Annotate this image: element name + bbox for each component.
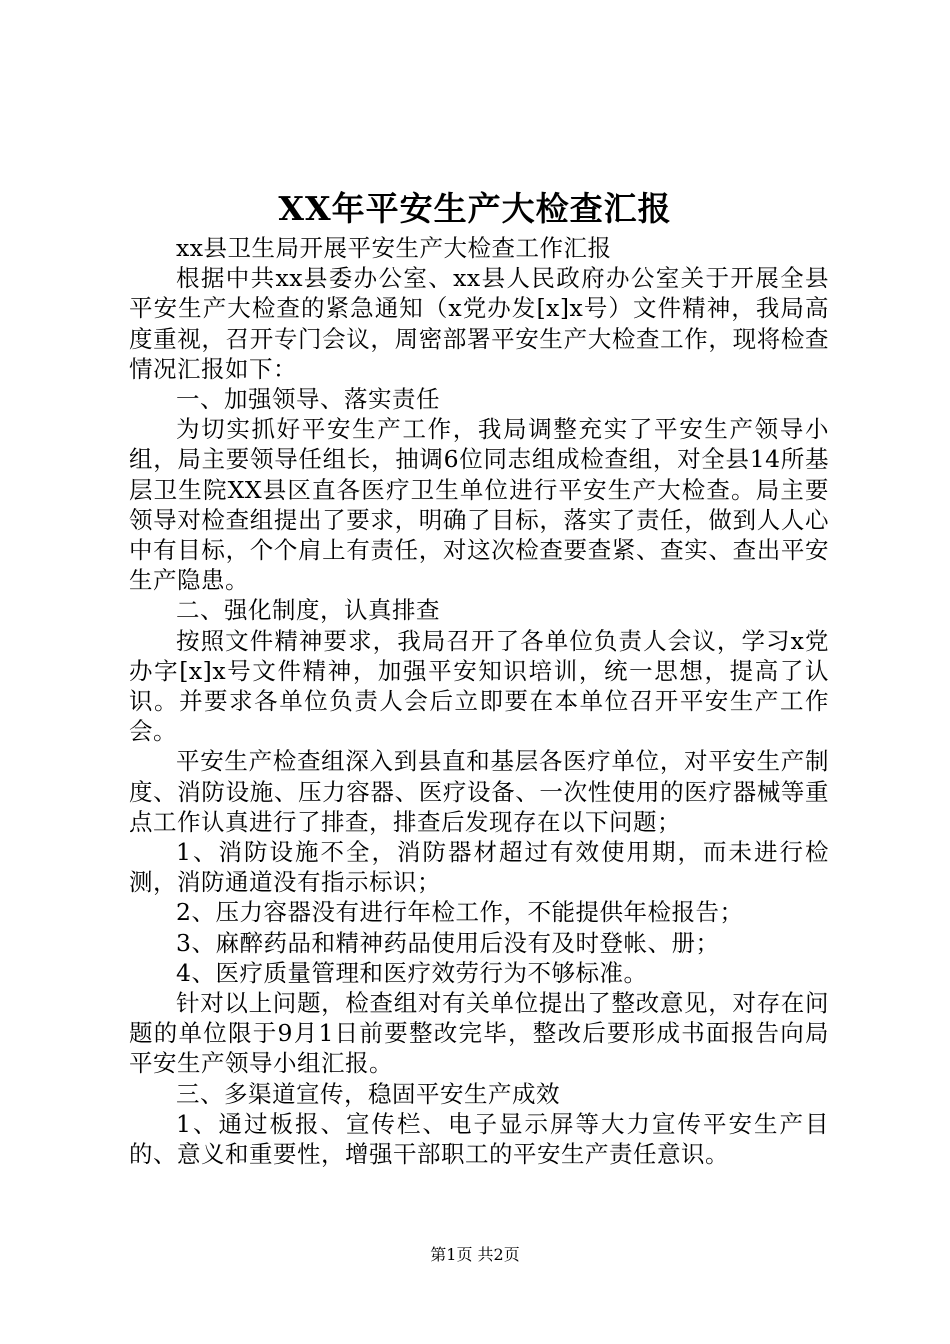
document-body	[129, 233, 829, 1169]
body-paragraph: 按照文件精神要求，我局召开了各单位负责人会议，学习x党办字[x]x号文件精神，加强平安知识培训，统一思想，提高了认识。并要求各单位负责人会后立即要在本单位召开平安生产工作会。	[129, 626, 829, 746]
list-item: 3、麻醉药品和精神药品使用后没有及时登帐、册；	[176, 928, 720, 957]
section-heading: 一、加强领导、落实责任	[176, 385, 440, 414]
subtitle-paragraph: xx县卫生局开展平安生产大检查工作汇报	[176, 234, 612, 262]
page-number-footer: 第1页 共2页	[430, 1245, 520, 1264]
section-heading: 二、强化制度，认真排查	[176, 596, 440, 625]
list-item: 1、消防设施不全，消防器材超过有效使用期，而未进行检测，消防通道没有指示标识；	[129, 838, 829, 897]
body-paragraph: 根据中共xx县委办公室、xx县人民政府办公室关于开展全县平安生产大检查的紧急通知（x党办发[x]x号）文件精神，我局高度重视，召开专门会议，周密部署平安生产大检查工作，现将检查情况汇报如下：	[129, 264, 829, 383]
body-paragraph: 针对以上问题，检查组对有关单位提出了整改意见，对存在问题的单位限于9月1日前要整改完毕，整改后要形成书面报告向局平安生产领导小组汇报。	[129, 989, 829, 1078]
list-item: 2、压力容器没有进行年检工作，不能提供年检报告；	[176, 898, 744, 927]
body-paragraph: 平安生产检查组深入到县直和基层各医疗单位，对平安生产制度、消防设施、压力容器、医疗设备、一次性使用的医疗器械等重点工作认真进行了排查，排查后发现存在以下问题；	[129, 747, 829, 836]
list-item: 4、医疗质量管理和医疗效劳行为不够标准。	[176, 958, 648, 987]
document-title: XX年平安生产大检查汇报	[278, 189, 672, 228]
section-heading: 三、多渠道宣传，稳固平安生产成效	[176, 1079, 560, 1108]
list-item: 1、通过板报、宣传栏、电子显示屏等大力宣传平安生产目的、意义和重要性，增强干部职工的平安生产责任意识。	[129, 1109, 829, 1169]
body-paragraph: 为切实抓好平安生产工作，我局调整充实了平安生产领导小组，局主要领导任组长，抽调6位同志组成检查组，对全县14所基层卫生院XX县区直各医疗卫生单位进行平安生产大检查。局主要领导对检查组提出了要求，明确了目标，落实了责任，做到人人心中有目标，个个肩上有责任，对这次检查要查紧、查实、查出平安生产隐患。	[129, 415, 829, 595]
